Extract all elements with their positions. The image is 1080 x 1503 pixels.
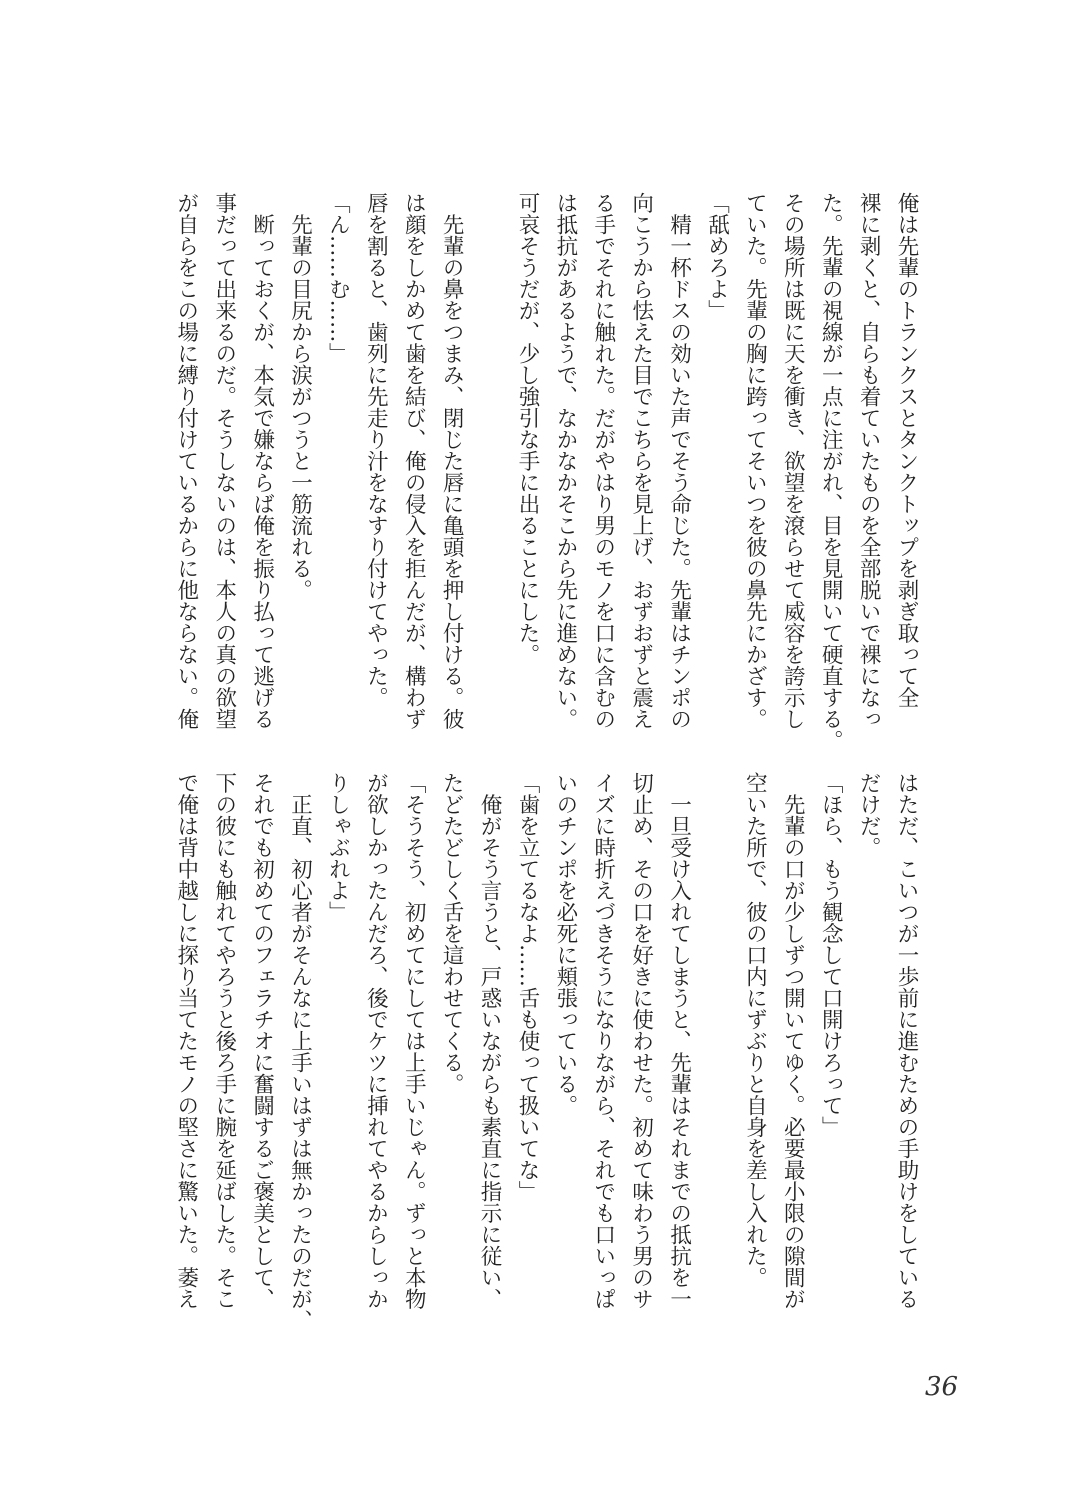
text-line: 精一杯ドスの効いた声でそう命じた。先輩はチンポの (666, 192, 692, 730)
page-number: 36 (925, 1372, 959, 1402)
text-line: その場所は既に天を衝き、欲望を滾らせて威容を誇示し (780, 192, 806, 730)
text-line: た。先輩の視線が一点に注がれ、目を見開いて硬直する。 (818, 192, 844, 751)
text-line: 正直、初心者がそんなに上手いはずは無かったのだが、 (287, 772, 313, 1331)
text-line: 断っておくが、本気で嫌ならば俺を振り払って逃げる (249, 192, 275, 730)
text-line: 先輩の鼻をつまみ、閉じた唇に亀頭を押し付ける。彼 (439, 192, 465, 730)
text-line: だけだ。 (856, 772, 882, 858)
text-line: 空いた所で、彼の口内にずぶりと自身を差し入れた。 (742, 772, 768, 1288)
text-line: 「そうそう、初めてにしては上手いじゃん。ずっと本物 (401, 772, 427, 1310)
text-line: たどたどしく舌を這わせてくる。 (439, 772, 465, 1095)
text-block-bottom (167, 772, 925, 1344)
text-line: それでも初めてのフェラチオに奮闘するご褒美として、 (249, 772, 275, 1310)
text-line (470, 192, 508, 764)
text-line: 「舐めろよ」 (704, 192, 730, 321)
text-line: 一旦受け入れてしまうと、先輩はそれまでの抵抗を一 (666, 772, 692, 1310)
text-line: が自らをこの場に縛り付けているからに他ならない。俺 (173, 192, 199, 730)
text-line: 向こうから怯えた目でこちらを見上げ、おずおずと震え (628, 192, 654, 730)
text-line: りしゃぶれよ」 (325, 772, 351, 923)
text-line: ていた。先輩の胸に跨ってそいつを彼の鼻先にかざす。 (742, 192, 768, 730)
text-line: 俺がそう言うと、戸惑いながらも素直に指示に従い、 (477, 772, 503, 1310)
text-line: 裸に剥くと、自らも着ていたものを全部脱いで裸になっ (856, 192, 882, 730)
text-line: はただ、こいつが一歩前に進むための手助けをしている (894, 772, 919, 1310)
text-line: 事だって出来るのだ。そうしないのは、本人の真の欲望 (211, 192, 237, 730)
text-line: は抵抗があるようで、なかなかそこから先に進めない。 (552, 192, 578, 730)
text-block-top (167, 192, 925, 764)
text-line: 俺は先輩のトランクスとタンクトップを剥ぎ取って全 (894, 192, 919, 708)
text-line: イズに時折えづきそうになりながら、それでも口いっぱ (590, 772, 616, 1310)
text-line: は顔をしかめて歯を結び、俺の侵入を拒んだが、構わず (401, 192, 427, 730)
text-line: 「ん……む……」 (325, 192, 351, 364)
text-line: 唇を割ると、歯列に先走り汁をなすり付けてやった。 (363, 192, 389, 708)
text-line (698, 772, 736, 1344)
text-line: 下の彼にも触れてやろうと後ろ手に腕を延ばした。そこ (211, 772, 237, 1310)
text-line: いのチンポを必死に頬張っている。 (552, 772, 578, 1116)
text-line: が欲しかったんだろ、後でケツに挿れてやるからしっか (363, 772, 389, 1310)
text-line: で俺は背中越しに探り当てたモノの堅さに驚いた。萎え (173, 772, 199, 1310)
text-line: 「ほら、もう観念して口開けろって」 (818, 772, 844, 1138)
text-line: 可哀そうだが、少し強引な手に出ることにした。 (514, 192, 540, 665)
text-line: 切止め、その口を好きに使わせた。初めて味わう男のサ (628, 772, 654, 1310)
text-line: 「歯を立てるなよ……舌も使って扱いてな」 (514, 772, 540, 1202)
text-line: 先輩の目尻から涙がつうと一筋流れる。 (287, 192, 313, 601)
text-line: 先輩の口が少しずつ開いてゆく。必要最小限の隙間が (780, 772, 806, 1310)
text-line: る手でそれに触れた。だがやはり男のモノを口に含むの (590, 192, 616, 730)
